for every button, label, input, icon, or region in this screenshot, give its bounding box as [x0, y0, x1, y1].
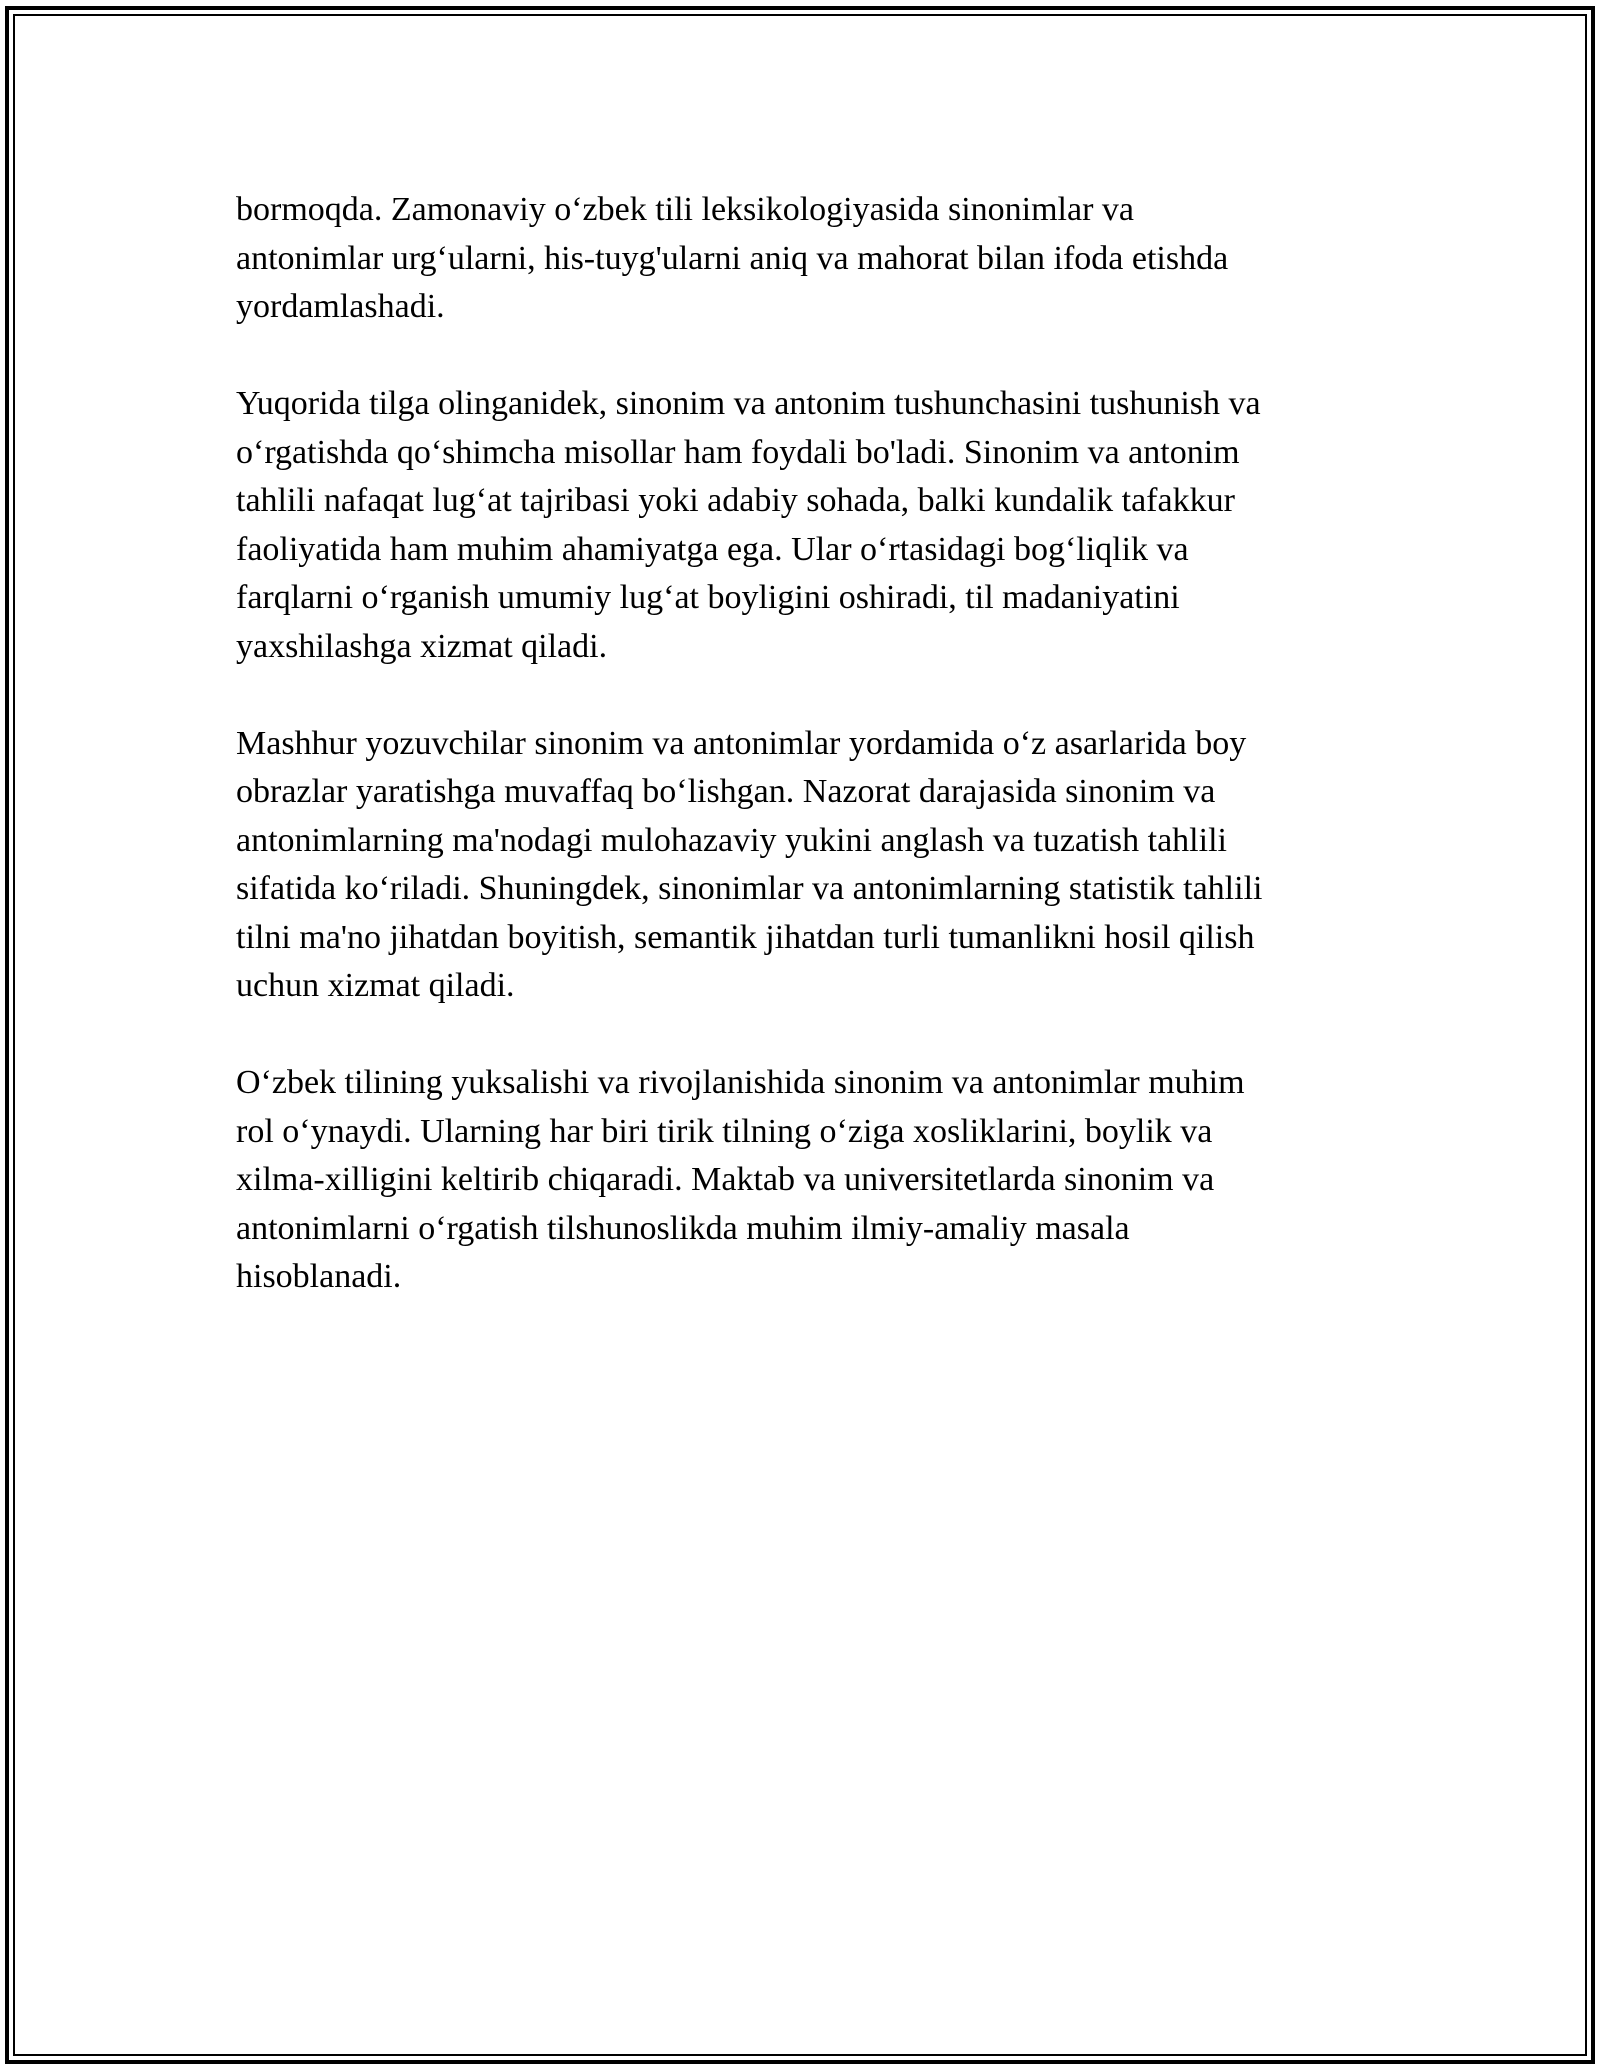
text-line: Mashhur yozuvchilar sinonim va antonimlar yordamida o‘z asarlarida boy — [236, 724, 1247, 762]
text-line: yordamlashadi. — [236, 288, 445, 325]
paragraph-3 — [236, 720, 1376, 1011]
paragraph-1 — [236, 186, 1376, 332]
text-line: faoliyatida ham muhim ahamiyatga ega. Ular o‘rtasidagi bog‘liqlik va — [236, 530, 1189, 568]
text-line: uchun xizmat qiladi. — [236, 967, 515, 1004]
text-line: bormoqda. Zamonaviy o‘zbek tili leksikologiyasida sinonimlar va — [236, 191, 1134, 228]
text-line: tahlili nafaqat lug‘at tajribasi yoki adabiy sohada, balki kundalik tafakkur — [236, 482, 1235, 519]
text-line: obrazlar yaratishga muvaffaq bo‘lishgan. Nazorat darajasida sinonim va — [236, 773, 1216, 810]
document-body — [236, 186, 1376, 1350]
text-line: tilni ma'no jihatdan boyitish, semantik jihatdan turli tumanlikni hosil qilish — [236, 918, 1255, 956]
text-line: antonimlar urg‘ularni, his-tuyg'ularni aniq va mahorat bilan ifoda etishda — [236, 239, 1229, 277]
text-line: antonimlarni o‘rgatish tilshunoslikda muhim ilmiy-amaliy masala — [236, 1209, 1130, 1247]
text-line: hisoblanadi. — [236, 1258, 402, 1295]
text-line: O‘zbek tilining yuksalishi va rivojlanishida sinonim va antonimlar muhim — [236, 1064, 1245, 1101]
text-line: rol o‘ynaydi. Ularning har biri tirik tilning o‘ziga xosliklarini, boylik va — [236, 1112, 1213, 1150]
text-line: yaxshilashga xizmat qiladi. — [236, 627, 608, 665]
text-line: Yuqorida tilga olinganidek, sinonim va antonim tushunchasini tushunish va — [236, 385, 1261, 422]
text-line: o‘rgatishda qo‘shimcha misollar ham foydali bo'ladi. Sinonim va antonim — [236, 433, 1240, 471]
text-line: antonimlarning ma'nodagi mulohazaviy yukini anglash va tuzatish tahlili — [236, 821, 1227, 859]
paragraph-4 — [236, 1059, 1376, 1302]
text-line: farqlarni o‘rganish umumiy lug‘at boyligini oshiradi, til madaniyatini — [236, 579, 1180, 616]
paragraph-2 — [236, 380, 1376, 671]
text-line: xilma-xilligini keltirib chiqaradi. Maktab va universitetlarda sinonim va — [236, 1161, 1215, 1198]
text-line: sifatida ko‘riladi. Shuningdek, sinonimlar va antonimlarning statistik tahlili — [236, 870, 1263, 907]
